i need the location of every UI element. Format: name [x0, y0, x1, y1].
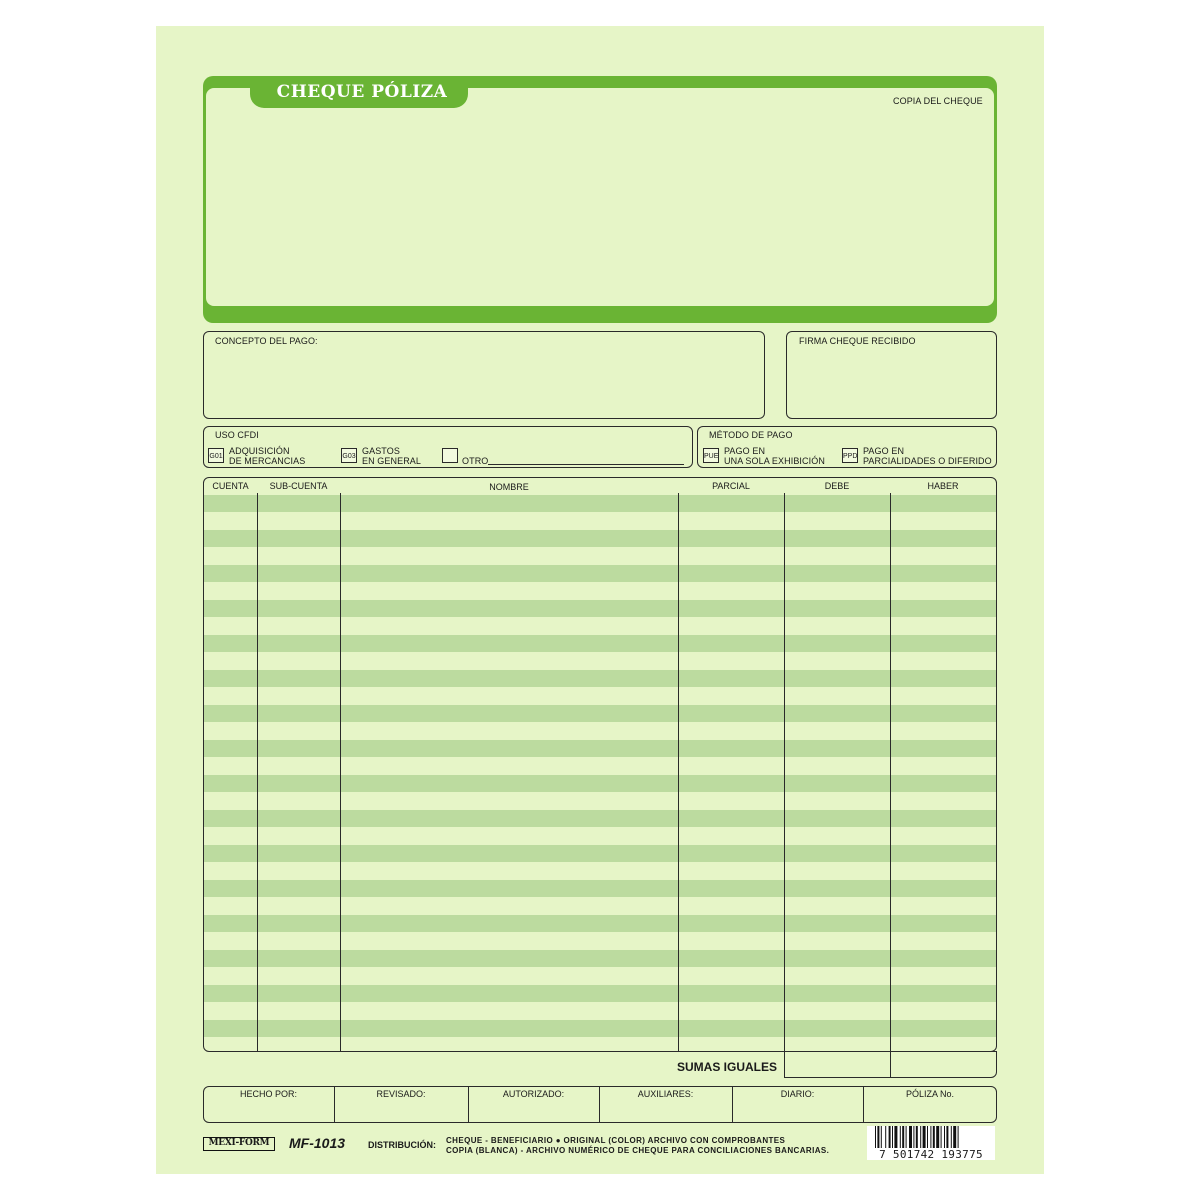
barcode-bar: [885, 1126, 886, 1148]
sumas-iguales-label: SUMAS IGUALES: [677, 1060, 778, 1074]
table-row-stripe: [204, 740, 996, 757]
auxiliares-field[interactable]: AUXILIARES:: [637, 1089, 694, 1099]
table-column-divider: [257, 493, 258, 1051]
table-row-stripe: [204, 600, 996, 617]
barcode-bar: [916, 1126, 918, 1148]
revisado-field[interactable]: REVISADO:: [376, 1089, 426, 1099]
metodo-pago-label: MÉTODO DE PAGO: [709, 430, 793, 440]
barcode: [867, 1126, 995, 1160]
table-row-stripe: [204, 635, 996, 652]
barcode-bar: [958, 1126, 959, 1148]
ppd-checkbox[interactable]: PPD: [842, 448, 858, 463]
distribucion-label: DISTRIBUCIÓN:: [368, 1140, 436, 1150]
accounting-table: [203, 477, 997, 1052]
g01-checkbox[interactable]: G01: [208, 448, 224, 463]
table-row-stripe: [204, 950, 996, 967]
table-column-divider: [784, 493, 785, 1051]
col-header-parcial: PARCIAL: [712, 481, 750, 491]
table-row-stripe: [204, 775, 996, 792]
barcode-bar: [951, 1126, 952, 1148]
table-row-stripe: [204, 670, 996, 687]
barcode-bars: [867, 1126, 995, 1150]
table-row-stripe: [204, 565, 996, 582]
cheque-copy-area: [206, 88, 994, 306]
barcode-bar: [909, 1126, 912, 1148]
col-header-cuenta: CUENTA: [212, 481, 249, 491]
barcode-number: 7 501742 193775: [879, 1148, 983, 1161]
col-header-subcuenta: SUB-CUENTA: [269, 481, 328, 491]
table-row-stripe: [204, 495, 996, 512]
g01-line2: DE MERCANCIAS: [229, 456, 306, 466]
copy-label: COPIA DEL CHEQUE: [893, 96, 983, 106]
uso-cfdi-label: USO CFDI: [215, 430, 259, 440]
sumas-haber-field[interactable]: [890, 1051, 997, 1078]
poliza-no-field[interactable]: PÓLIZA No.: [905, 1089, 955, 1099]
distribucion-line1: CHEQUE - BENEFICIARIO ● ORIGINAL (COLOR) ARCHIVO CON COMPROBANTES: [446, 1136, 786, 1145]
barcode-bar: [906, 1126, 907, 1148]
model-number: MF-1013: [289, 1135, 346, 1151]
barcode-bar: [875, 1126, 876, 1148]
barcode-bar: [881, 1126, 882, 1148]
barcode-bar: [920, 1126, 921, 1148]
ppd-line1: PAGO EN: [863, 446, 905, 456]
barcode-bar: [936, 1126, 939, 1148]
diario-field[interactable]: DIARIO:: [780, 1089, 815, 1099]
table-column-divider: [678, 493, 679, 1051]
brand-logo: MEXI-FORM: [203, 1137, 275, 1151]
col-header-haber: HABER: [927, 481, 959, 491]
g01-line1: ADQUISICIÓN: [229, 446, 290, 456]
barcode-bar: [889, 1126, 891, 1148]
barcode-bar: [894, 1126, 897, 1148]
barcode-bar: [946, 1126, 948, 1148]
barcode-bar: [923, 1126, 926, 1148]
col-header-debe: DEBE: [824, 481, 850, 491]
table-row-stripe: [204, 705, 996, 722]
pue-label: [724, 446, 825, 466]
barcode-bar: [953, 1126, 956, 1148]
barcode-bar: [933, 1126, 935, 1148]
barcode-bar: [930, 1126, 931, 1148]
hecho-por-field[interactable]: HECHO POR:: [239, 1089, 297, 1099]
barcode-bar: [927, 1126, 928, 1148]
table-row-stripe: [204, 915, 996, 932]
table-column-divider: [340, 493, 341, 1051]
table-row-stripe: [204, 530, 996, 547]
autorizado-field[interactable]: AUTORIZADO:: [502, 1089, 565, 1099]
pue-line1: PAGO EN: [724, 446, 766, 456]
g01-label: [229, 446, 305, 466]
table-column-divider: [890, 493, 891, 1051]
otro-line[interactable]: [488, 464, 684, 465]
ppd-line2: PARCIALIDADES O DIFERIDO: [863, 456, 992, 466]
otro-label: OTRO: [462, 456, 489, 466]
col-header-nombre: NOMBRE: [489, 482, 529, 492]
table-row-stripe: [204, 880, 996, 897]
ppd-label: [863, 446, 992, 466]
barcode-bar: [892, 1126, 893, 1148]
distribucion-text: [446, 1136, 829, 1156]
distribucion-line2: COPIA (BLANCA) - ARCHIVO NUMÉRICO DE CHEQUE PARA CONCILIACIONES BANCARIAS.: [446, 1146, 830, 1155]
firma-label: FIRMA CHEQUE RECIBIDO: [799, 336, 916, 346]
pue-checkbox[interactable]: PUE: [703, 448, 719, 463]
table-row-stripe: [204, 985, 996, 1002]
table-row-stripe: [204, 845, 996, 862]
g03-line1: GASTOS: [362, 446, 400, 456]
table-row-stripe: [204, 1020, 996, 1037]
table-row-stripe: [204, 810, 996, 827]
barcode-bar: [944, 1126, 945, 1148]
concepto-label: CONCEPTO DEL PAGO:: [215, 336, 318, 346]
g03-label: [362, 446, 421, 466]
barcode-bar: [902, 1126, 904, 1148]
barcode-bar: [900, 1126, 901, 1148]
barcode-bar: [877, 1126, 879, 1148]
barcode-bar: [913, 1126, 914, 1148]
sumas-debe-field[interactable]: [784, 1051, 891, 1078]
pue-line2: UNA SOLA EXHIBICIÓN: [724, 456, 825, 466]
form-title: CHEQUE PÓLIZA: [276, 82, 448, 102]
otro-checkbox[interactable]: [442, 448, 458, 463]
g03-checkbox[interactable]: G03: [341, 448, 357, 463]
g03-line2: EN GENERAL: [362, 456, 422, 466]
barcode-bar: [941, 1126, 942, 1148]
